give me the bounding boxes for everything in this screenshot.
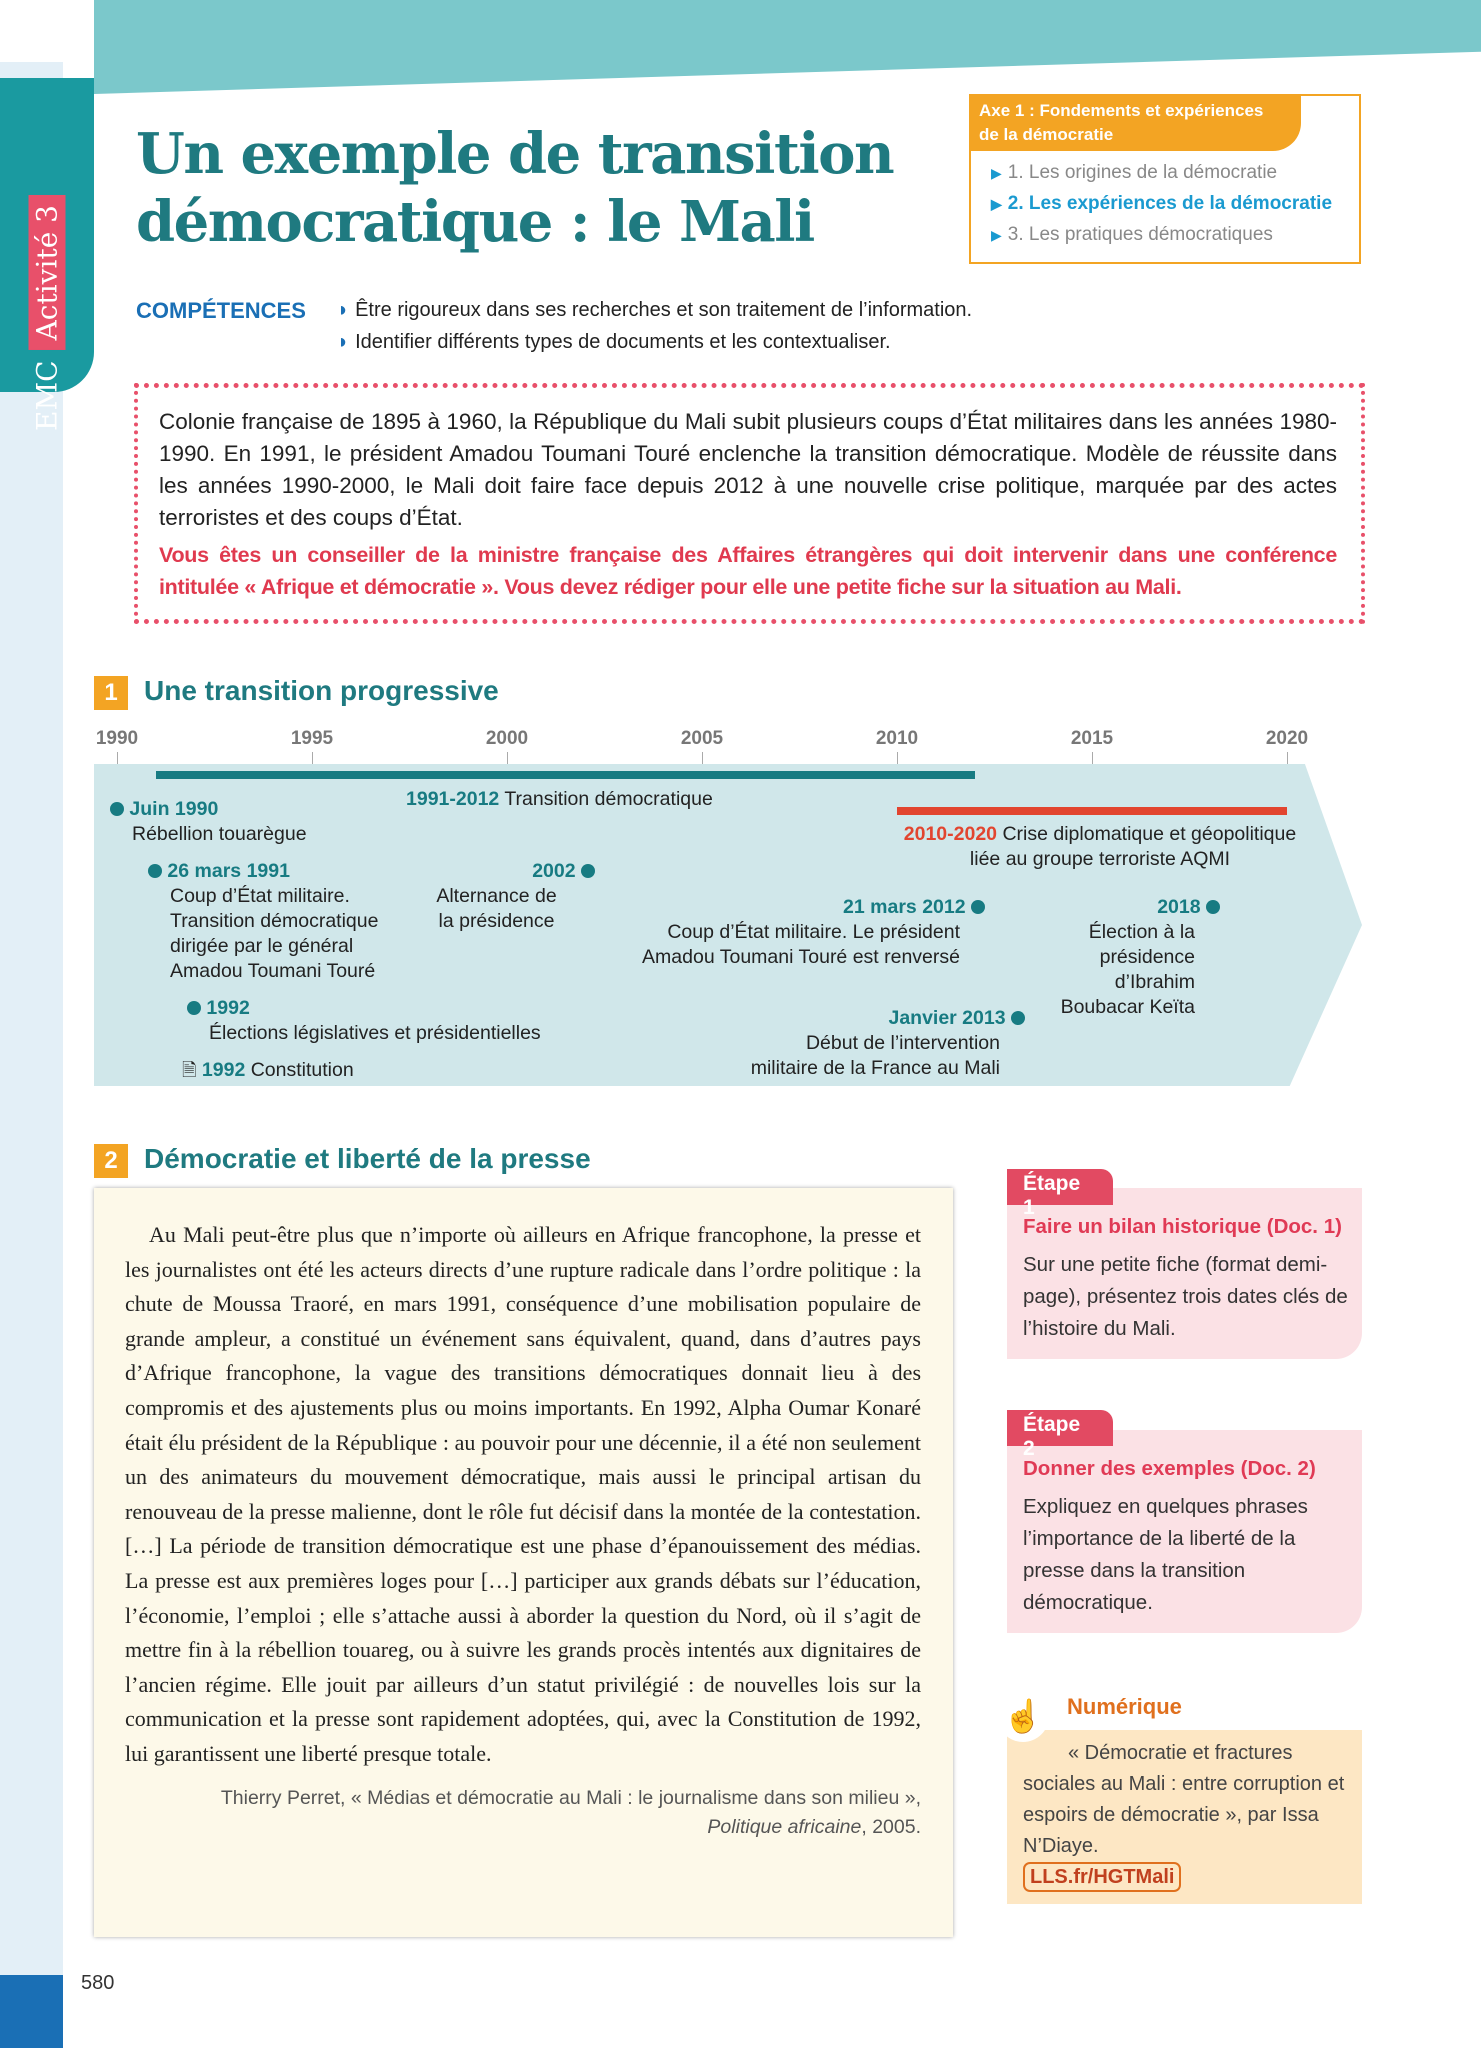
timeline-event: 26 mars 1991 Coup d’État militaire. Transition démocratique dirigée par le général Amadou Toumani Touré	[148, 859, 378, 984]
etape-text: Expliquez en quelques phrases l’importance de la liberté de la presse dans la transition démocratique.	[1023, 1495, 1308, 1614]
year-tick-label: 1995	[290, 728, 334, 749]
numerique-text: « Démocratie et fractures sociales au Mali : entre corruption et espoirs de démocratie », par Issa N’Diaye.	[1023, 1742, 1345, 1857]
etape-tag: Étape 2	[1007, 1410, 1113, 1446]
dot-icon	[1011, 1011, 1025, 1025]
year-tick	[1092, 752, 1093, 764]
period-label-transition: 1991-2012 Transition démocratique	[406, 788, 713, 810]
timeline-event: Juin 1990 Rébellion touarègue	[110, 797, 307, 847]
period-bar-transition	[156, 771, 975, 779]
doc-title: Une transition progressive	[144, 675, 499, 706]
axe-heading: Axe 1 : Fondements et expériences de la démocratie	[971, 96, 1301, 151]
timeline-event: 21 mars 2012 Coup d’État militaire. Le président Amadou Toumani Touré est renversé	[580, 895, 985, 970]
page-number: 580	[81, 1972, 115, 1994]
etape-1-box	[1007, 1188, 1362, 1359]
axe-item[interactable]: ▶ 3. Les pratiques démocratiques	[991, 224, 1273, 245]
competence-item: ◗ Identifier différents types de documents et les contextualiser.	[337, 331, 891, 353]
period-label-crisis: 2010-2020 Crise diplomatique et géopolitique liée au groupe terroriste AQMI	[903, 823, 1297, 870]
year-tick-label: 2020	[1265, 728, 1309, 749]
doc-title: Démocratie et liberté de la presse	[144, 1143, 591, 1174]
triangle-icon: ▶	[991, 227, 1002, 243]
doc-number: 1	[94, 676, 128, 710]
year-tick	[702, 752, 703, 764]
doc-number: 2	[94, 1144, 128, 1178]
bullet-icon: ◗	[337, 331, 350, 353]
competence-item: ◗ Être rigoureux dans ses recherches et son traitement de l’information.	[337, 299, 973, 321]
page-corner-marker	[0, 1975, 63, 2048]
timeline-event: 2018 Élection à la présidence d’Ibrahim Boubacar Keïta	[1040, 895, 1220, 1020]
pointing-hand-icon: ☝	[997, 1690, 1049, 1742]
triangle-icon: ▶	[991, 165, 1002, 181]
activity-tab	[0, 78, 94, 431]
dot-icon	[187, 1001, 201, 1015]
etape-title: Donner des exemples (Doc. 2)	[1023, 1457, 1316, 1480]
year-tick	[897, 752, 898, 764]
triangle-icon: ▶	[991, 196, 1002, 212]
activity-label: Activité 3	[29, 195, 66, 350]
competences-label: COMPÉTENCES	[136, 298, 306, 323]
intro-text: Colonie française de 1895 à 1960, la République du Mali subit plusieurs coups d’État militaires dans les années 1980-1990. En 1991, le président Amadou Toumani Touré enclenche la transition démocratique. Modèle de réussite dans les années 1990-2000, le Mali doit faire face depuis 2012 à une nouvelle crise politique, marquée par des actes terroristes et des coups d’État.	[159, 409, 1337, 530]
year-tick	[312, 752, 313, 764]
numerique-title: Numérique	[1067, 1694, 1182, 1719]
timeline-event: 1992 Élections législatives et présidentielles	[187, 996, 541, 1046]
bullet-icon: ◗	[337, 299, 350, 321]
year-tick-label: 1990	[95, 728, 139, 749]
document-source: Thierry Perret, « Médias et démocratie au Mali : le journalisme dans son milieu », Politique africaine, 2005.	[220, 1786, 921, 1838]
year-tick-label: 2015	[1070, 728, 1114, 749]
axe-item-active[interactable]: ▶ 2. Les expériences de la démocratie	[991, 193, 1333, 214]
numerique-link[interactable]: LLS.fr/HGTMali	[1023, 1862, 1181, 1892]
document-text: Au Mali peut-être plus que n’importe où ailleurs en Afrique francophone, la presse et les journalistes ont été les acteurs directs d’une rupture radicale dans l’ordre politique : la chute de Moussa Traoré, en mars 1991, conséquence d’une mobilisation populaire de grande ampleur, a constitué un événement sans équivalent, quand, dans d’autres pays d’Afrique francophone, la vague des transitions démocratiques donnait lieu à des compromis et des ajustements plus ou moins importants. En 1992, Alpha Oumar Konaré était élu président de la République : au pouvoir pour une décennie, il a été non seulement un des animateurs du mouvement démocratique, mais aussi le principal artisan du renouveau de la presse malienne, dont le rôle fut décisif dans la montée de la contestation. […] La période de transition démocratique est une phase d’épanouissement des médias. La presse est aux premières loges pour […] participer aux grands débats sur l’éducation, l’économie, l’emploi ; elle s’attache aussi à aborder la question du Nord, où il s’agit de mettre fin à la rébellion touareg, ou à suivre les grands procès intentés aux dignitaires de l’ancien régime. Elle jouit par ailleurs d’un statut privilégié : de nouvelles lois sur la communication et la presse sont rapidement adoptées, qui, avec la Constitution de 1992, lui garantissent une liberté presque totale.	[125, 1222, 921, 1766]
year-tick	[507, 752, 508, 764]
dot-icon	[581, 864, 595, 878]
numerique-box	[1007, 1730, 1362, 1904]
axe-item[interactable]: ▶ 1. Les origines de la démocratie	[991, 162, 1278, 183]
dot-icon	[971, 900, 985, 914]
year-tick-label: 2010	[875, 728, 919, 749]
header-band	[94, 0, 1481, 94]
timeline-event: 2002 Alternance de la présidence	[420, 859, 595, 934]
document-text-box	[94, 1188, 953, 1937]
document-icon: 🗎	[182, 1060, 197, 1080]
subject-label: EMC	[30, 360, 64, 431]
dot-icon	[148, 864, 162, 878]
year-tick-label: 2000	[485, 728, 529, 749]
intro-box	[134, 383, 1365, 624]
axe-box	[969, 94, 1361, 264]
etape-text: Sur une petite fiche (format demi-page), présentez trois dates clés de l’histoire du Mali.	[1023, 1253, 1348, 1340]
dot-icon	[1206, 900, 1220, 914]
page-title: Un exemple de transition démocratique : le Mali	[136, 121, 894, 255]
margin-top	[0, 0, 63, 62]
intro-task: Vous êtes un conseiller de la ministre française des Affaires étrangères qui doit intervenir dans une conférence intitulée « Afrique et démocratie ». Vous devez rédiger pour elle une petite fiche sur la situation au Mali.	[159, 543, 1337, 599]
timeline-event-constitution: 🗎 1992 Constitution	[182, 1059, 354, 1081]
year-tick	[117, 752, 118, 764]
year-tick	[1287, 752, 1288, 764]
etape-2-box	[1007, 1430, 1362, 1633]
period-bar-crisis	[897, 807, 1287, 815]
etape-title: Faire un bilan historique (Doc. 1)	[1023, 1215, 1342, 1238]
etape-tag: Étape 1	[1007, 1169, 1113, 1205]
dot-icon	[110, 802, 124, 816]
year-tick-label: 2005	[680, 728, 724, 749]
timeline-event: Janvier 2013 Début de l’intervention militaire de la France au Mali	[680, 1006, 1025, 1081]
